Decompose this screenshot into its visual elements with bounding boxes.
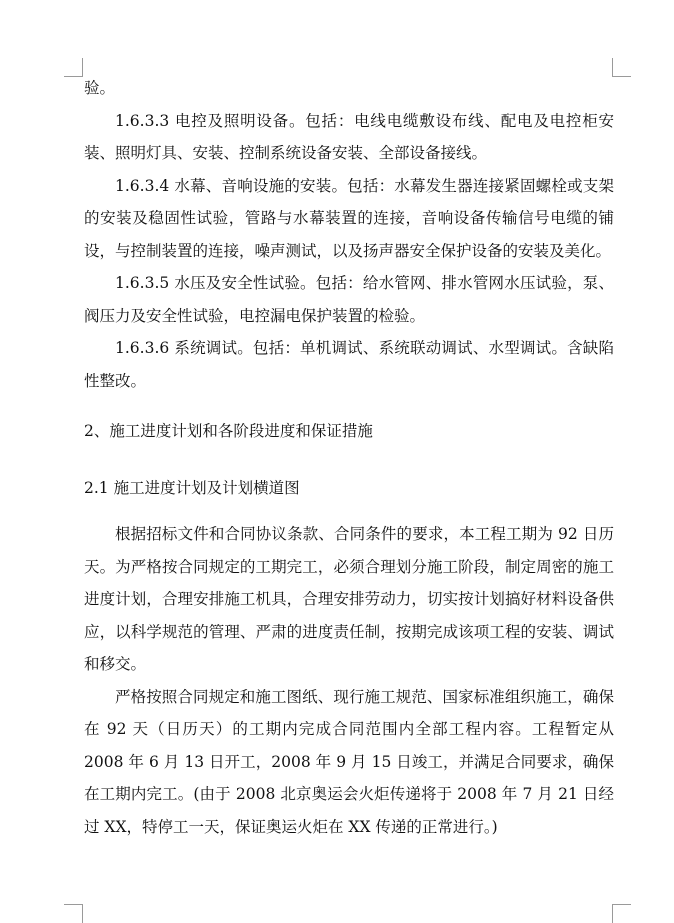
continuation-text: 验。 [84,79,116,97]
schedule-paragraph-1: 根据招标文件和合同协议条款、合同条件的要求，本工程工期为 92 日历天。为严格按合同规定的工期完工，必须合理划分施工阶段，制定周密的施工进度计划，合理安排施工机具，合理安排劳动力，切实按计划搞好材料设备供应，以科学规范的管理、严肃的进度责任制，按期完成该项工程的安装、调试和移交。 [84,525,614,673]
crop-mark-top-left [64,58,83,77]
section-1-6-3-4: 1.6.3.4 水幕、音响设施的安装。包括：水幕发生器连接紧固螺栓或支架的安装及稳固性试验，管路与水幕装置的连接，音响设备传输信号电缆的铺设，与控制装置的连接，噪声测试，以及扬声器安全保护设备的安装及美化。 [84,176,614,260]
section-1-6-3-5: 1.6.3.5 水压及安全性试验。包括：给水管网、排水管网水压试验，泵、阀压力及安全性试验，电控漏电保护装置的检验。 [84,274,614,325]
schedule-paragraph-2: 严格按照合同规定和施工图纸、现行施工规范、国家标准组织施工，确保在 92 天（日历天）的工期内完成合同范围内全部工程内容。工程暂定从 2008 年 6 月 13 日开工，2008 年 9 月 15 日竣工，并满足合同要求，确保在工期内完工。(由于 2008 北京奥运会火炬传递将于 2008 年 7 月 21 日经过 XX，特停工一天，保证奥运火炬在 XX 传递的正常进行。) [84,687,614,836]
crop-mark-bottom-right [612,904,631,923]
heading-section-2: 2、施工进度计划和各阶段进度和保证措施 [84,422,373,440]
heading-section-2-1: 2.1 施工进度计划及计划横道图 [84,478,300,497]
crop-mark-top-right [612,58,631,77]
document-body [84,72,614,843]
section-1-6-3-6: 1.6.3.6 系统调试。包括：单机调试、系统联动调试、水型调试。含缺陷性整改。 [84,339,614,390]
crop-mark-bottom-left [64,904,83,923]
section-1-6-3-3: 1.6.3.3 电控及照明设备。包括：电线电缆敷设布线、配电及电控柜安装、照明灯具、安装、控制系统设备安装、全部设备接线。 [84,111,614,162]
